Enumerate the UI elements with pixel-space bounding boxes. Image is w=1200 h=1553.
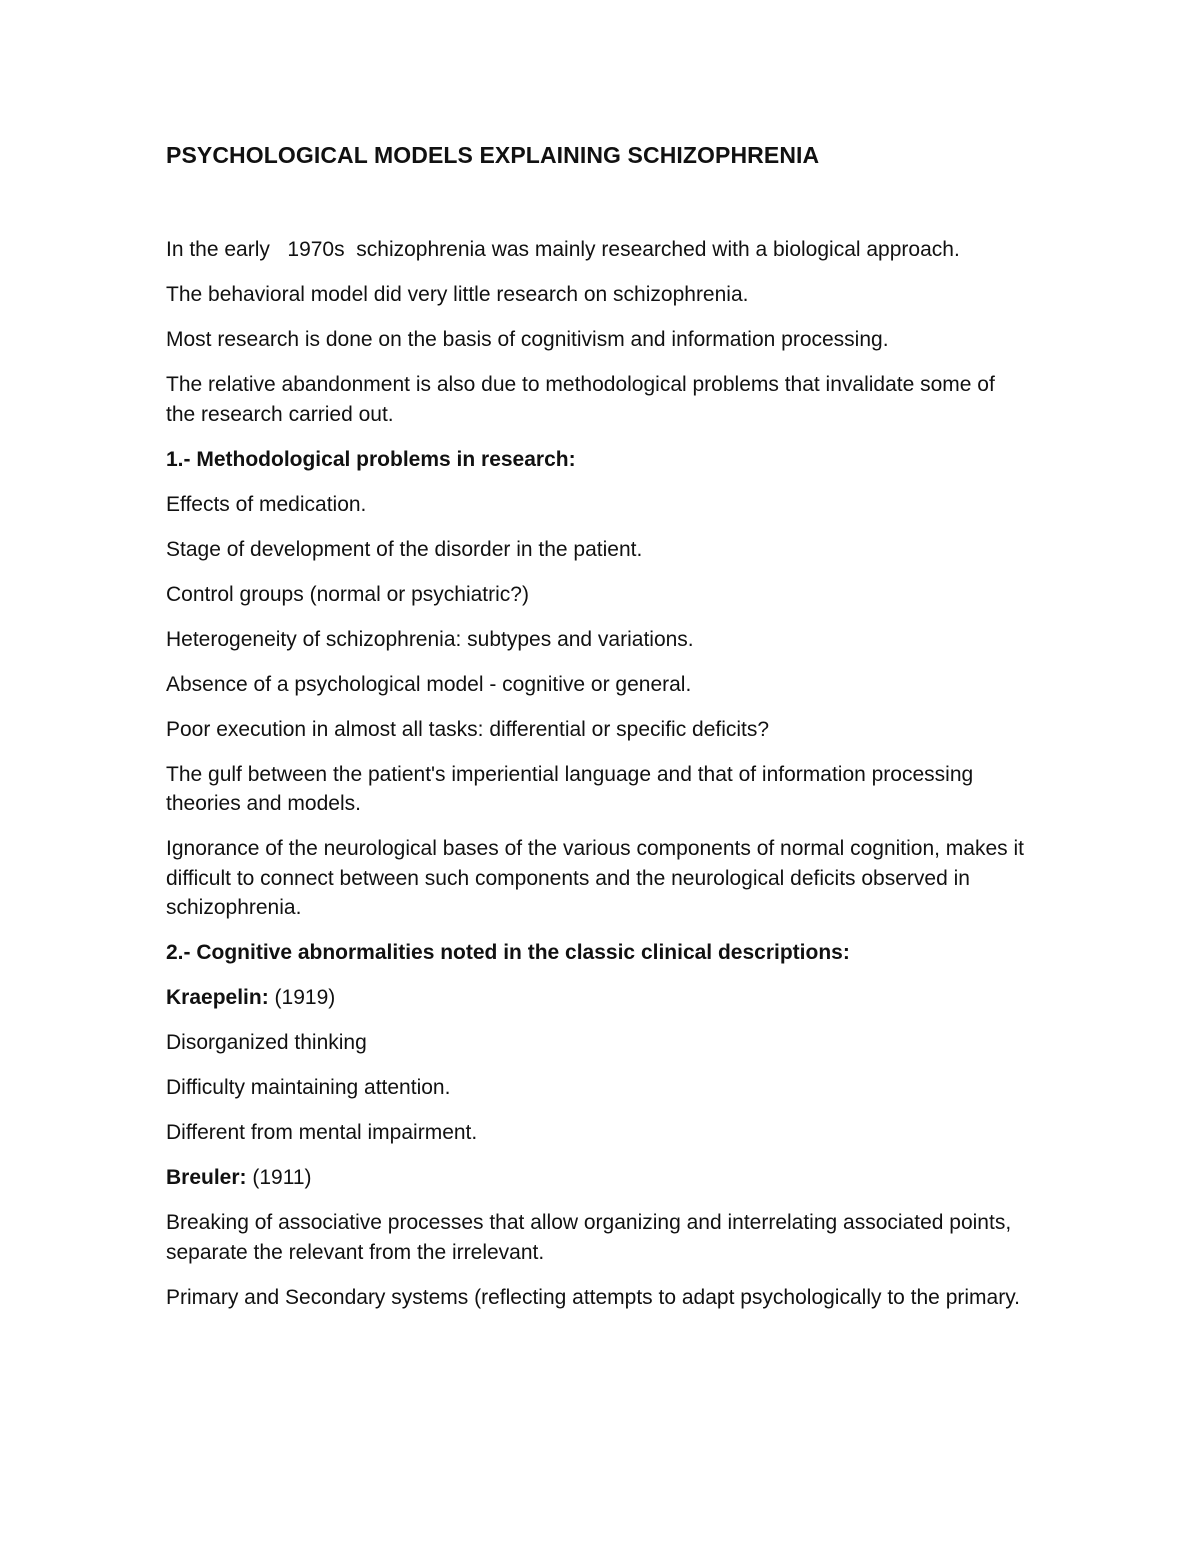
kraepelin-item: Disorganized thinking xyxy=(166,1031,367,1054)
intro-paragraph: The relative abandonment is also due to methodological problems that invalidate some of the research carried out. xyxy=(166,373,995,426)
kraepelin-line xyxy=(166,983,1026,1013)
kraepelin-item: Different from mental impairment. xyxy=(166,1121,478,1144)
kraepelin-name: Kraepelin: xyxy=(166,986,269,1009)
section-1-item: Ignorance of the neurological bases of the various components of normal cognition, makes it difficult to connect between such components and the neurological deficits observed in schizophrenia. xyxy=(166,837,1024,919)
section-2-heading: 2.- Cognitive abnormalities noted in the classic clinical descriptions: xyxy=(166,941,850,964)
kraepelin-year: (1919) xyxy=(268,986,336,1009)
section-1-item: The gulf between the patient's imperiential language and that of information processing theories and models. xyxy=(166,762,974,815)
intro-paragraph: The behavioral model did very little research on schizophrenia. xyxy=(166,283,749,306)
intro-paragraph: Most research is done on the basis of cognitivism and information processing. xyxy=(166,328,889,351)
section-1-item: Stage of development of the disorder in the patient. xyxy=(166,537,643,561)
breuler-line xyxy=(166,1163,1026,1193)
section-1-heading: 1.- Methodological problems in research: xyxy=(166,447,576,471)
breuler-item: Breaking of associative processes that allow organizing and interrelating associated points, separate the relevant from the irrelevant. xyxy=(166,1211,1012,1264)
section-1-item: Absence of a psychological model - cognitive or general. xyxy=(166,672,692,696)
intro-paragraph: In the early 1970s schizophrenia was mainly researched with a biological approach. xyxy=(166,238,960,261)
document-title: PSYCHOLOGICAL MODELS EXPLAINING SCHIZOPHRENIA xyxy=(166,142,820,168)
document-page xyxy=(166,138,1026,1328)
section-1-item: Poor execution in almost all tasks: differential or specific deficits? xyxy=(166,717,770,741)
section-1-item: Effects of medication. xyxy=(166,492,367,516)
breuler-name: Breuler: xyxy=(166,1166,247,1189)
section-1-item: Control groups (normal or psychiatric?) xyxy=(166,582,529,606)
section-1-item: Heterogeneity of schizophrenia: subtypes and variations. xyxy=(166,627,694,651)
kraepelin-item: Difficulty maintaining attention. xyxy=(166,1076,451,1099)
breuler-year: (1911) xyxy=(246,1166,312,1189)
breuler-item: Primary and Secondary systems (reflecting attempts to adapt psychologically to the primary. xyxy=(166,1285,1020,1309)
